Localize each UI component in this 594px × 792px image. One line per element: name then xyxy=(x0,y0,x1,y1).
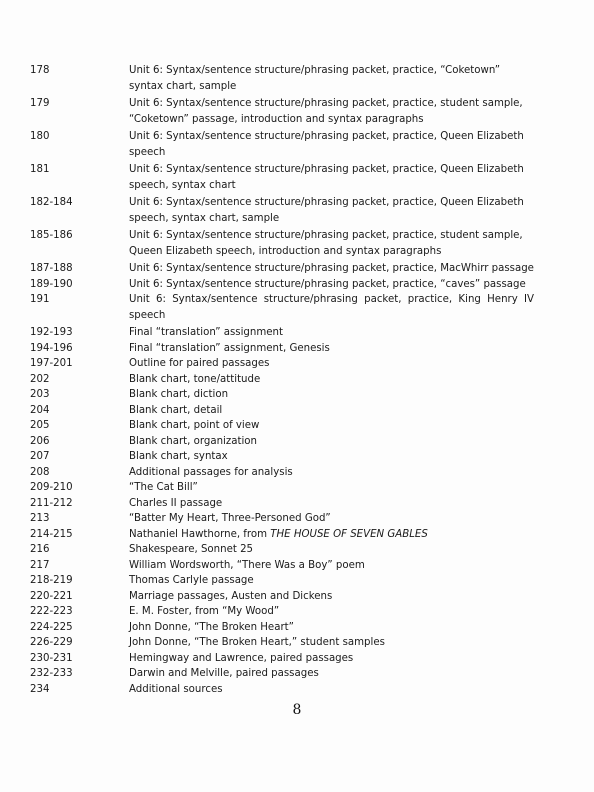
list-item xyxy=(30,465,534,481)
page-range: 192-193 xyxy=(30,327,73,338)
entry-description: Blank chart, syntax xyxy=(129,451,228,462)
entry-description: William Wordsworth, “There Was a Boy” poem xyxy=(129,559,365,571)
entry-description: Darwin and Melville, paired passages xyxy=(129,668,319,679)
entry-description: John Donne, “The Broken Heart” xyxy=(129,621,294,633)
page-range: 230-231 xyxy=(30,652,73,664)
page-range: 217 xyxy=(30,559,50,571)
page-range: 182-184 xyxy=(30,197,73,208)
entry-description: “The Cat Bill” xyxy=(129,482,198,493)
list-item xyxy=(30,277,534,293)
list-item xyxy=(30,682,534,698)
list-item xyxy=(30,387,534,403)
list-item xyxy=(30,261,534,277)
entry-description: John Donne, “The Broken Heart,” student samples xyxy=(129,637,385,648)
list-item xyxy=(30,96,534,127)
page-range: 232-233 xyxy=(30,668,73,679)
list-item xyxy=(30,573,534,589)
page-range: 213 xyxy=(30,513,50,524)
list-item xyxy=(30,129,534,160)
entry-description: Unit 6: Syntax/sentence structure/phrasing packet, practice, MacWhirr passage xyxy=(129,263,534,274)
page-range: 211-212 xyxy=(30,497,73,509)
list-item xyxy=(30,403,534,419)
page-range: 214-215 xyxy=(30,528,73,540)
page-range: 205 xyxy=(30,420,50,431)
list-item xyxy=(30,558,534,574)
entry-description: Additional sources xyxy=(129,683,223,695)
entry-description: “Batter My Heart, Three-Personed God” xyxy=(129,513,331,524)
page-range: 197-201 xyxy=(30,358,73,369)
page-range: 202 xyxy=(30,373,50,385)
contents-list xyxy=(30,63,534,697)
page-range: 204 xyxy=(30,404,50,416)
entry-description xyxy=(129,527,534,543)
entry-description: Hemingway and Lawrence, paired passages xyxy=(129,652,354,664)
list-item xyxy=(30,480,534,496)
list-item xyxy=(30,341,534,357)
page-range: 180 xyxy=(30,131,50,142)
list-item xyxy=(30,372,534,388)
entry-description: E. M. Foster, from “My Wood” xyxy=(129,606,280,617)
entry-description-text: Nathaniel Hawthorne, from xyxy=(129,528,271,540)
page-range: 209-210 xyxy=(30,482,73,493)
page-range: 185-186 xyxy=(30,230,73,241)
entry-description: Blank chart, organization xyxy=(129,435,257,447)
page-range: 179 xyxy=(30,98,50,109)
page-range: 216 xyxy=(30,544,50,555)
list-item xyxy=(30,589,534,605)
page-range: 226-229 xyxy=(30,637,73,648)
entry-description: Shakespeare, Sonnet 25 xyxy=(129,544,254,555)
list-item xyxy=(30,356,534,372)
list-item xyxy=(30,195,534,226)
list-item xyxy=(30,651,534,667)
entry-description: Blank chart, point of view xyxy=(129,420,260,431)
list-item xyxy=(30,496,534,512)
entry-description: Unit 6: Syntax/sentence structure/phrasing packet, practice, Queen Elizabeth speech, syntax chart, sample xyxy=(129,197,524,224)
entry-description: Outline for paired passages xyxy=(129,358,270,369)
entry-description: Unit 6: Syntax/sentence structure/phrasing packet, practice, Queen Elizabeth speech, syntax chart xyxy=(129,164,524,191)
entry-description: Thomas Carlyle passage xyxy=(129,575,254,586)
page-range: 208 xyxy=(30,466,50,478)
list-item xyxy=(30,228,534,259)
list-item xyxy=(30,527,534,543)
list-item xyxy=(30,511,534,527)
entry-description: Unit 6: Syntax/sentence structure/phrasing packet, practice, “Coketown” syntax chart, sample xyxy=(129,65,501,92)
entry-description: Unit 6: Syntax/sentence structure/phrasing packet, practice, student sample, Queen Elizabeth speech, introduction and syntax paragraphs xyxy=(129,230,523,257)
list-item xyxy=(30,635,534,651)
page-range: 234 xyxy=(30,683,50,695)
entry-description: Final “translation” assignment, Genesis xyxy=(129,342,330,354)
list-item xyxy=(30,434,534,450)
page-range: 224-225 xyxy=(30,621,73,633)
entry-description: Blank chart, tone/attitude xyxy=(129,373,261,385)
entry-description: Final “translation” assignment xyxy=(129,327,283,338)
list-item xyxy=(30,449,534,465)
entry-description: Charles II passage xyxy=(129,497,223,509)
page-range: 222-223 xyxy=(30,606,73,617)
entry-description: Unit 6: Syntax/sentence structure/phrasing packet, practice, “caves” passage xyxy=(129,278,526,290)
list-item xyxy=(30,604,534,620)
page-range: 194-196 xyxy=(30,342,73,354)
page-range: 191 xyxy=(30,294,50,305)
page-range: 203 xyxy=(30,389,50,400)
entry-description: Unit 6: Syntax/sentence structure/phrasing packet, practice, King Henry IV speech xyxy=(129,294,534,321)
list-item xyxy=(30,292,534,323)
entry-description: Additional passages for analysis xyxy=(129,466,293,478)
page-range: 218-219 xyxy=(30,575,73,586)
page-range: 206 xyxy=(30,435,50,447)
list-item xyxy=(30,418,534,434)
entry-description: Unit 6: Syntax/sentence structure/phrasing packet, practice, Queen Elizabeth speech xyxy=(129,131,524,158)
entry-description: Blank chart, detail xyxy=(129,404,223,416)
list-item xyxy=(30,162,534,193)
page-range: 207 xyxy=(30,451,50,462)
entry-description: Marriage passages, Austen and Dickens xyxy=(129,590,333,602)
page-range: 178 xyxy=(30,65,50,76)
page-range: 220-221 xyxy=(30,590,73,602)
page-number: 8 xyxy=(292,702,302,718)
list-item xyxy=(30,666,534,682)
list-item xyxy=(30,542,534,558)
book-title: THE HOUSE OF SEVEN GABLES xyxy=(270,528,428,540)
page-range: 181 xyxy=(30,164,50,175)
entry-description: Unit 6: Syntax/sentence structure/phrasing packet, practice, student sample, “Coketown” passage, introduction and syntax paragraphs xyxy=(129,98,523,125)
list-item xyxy=(30,63,534,94)
entry-description: Blank chart, diction xyxy=(129,389,229,400)
page-range: 187-188 xyxy=(30,263,73,274)
page-range: 189-190 xyxy=(30,278,73,290)
list-item xyxy=(30,325,534,341)
list-item xyxy=(30,620,534,636)
